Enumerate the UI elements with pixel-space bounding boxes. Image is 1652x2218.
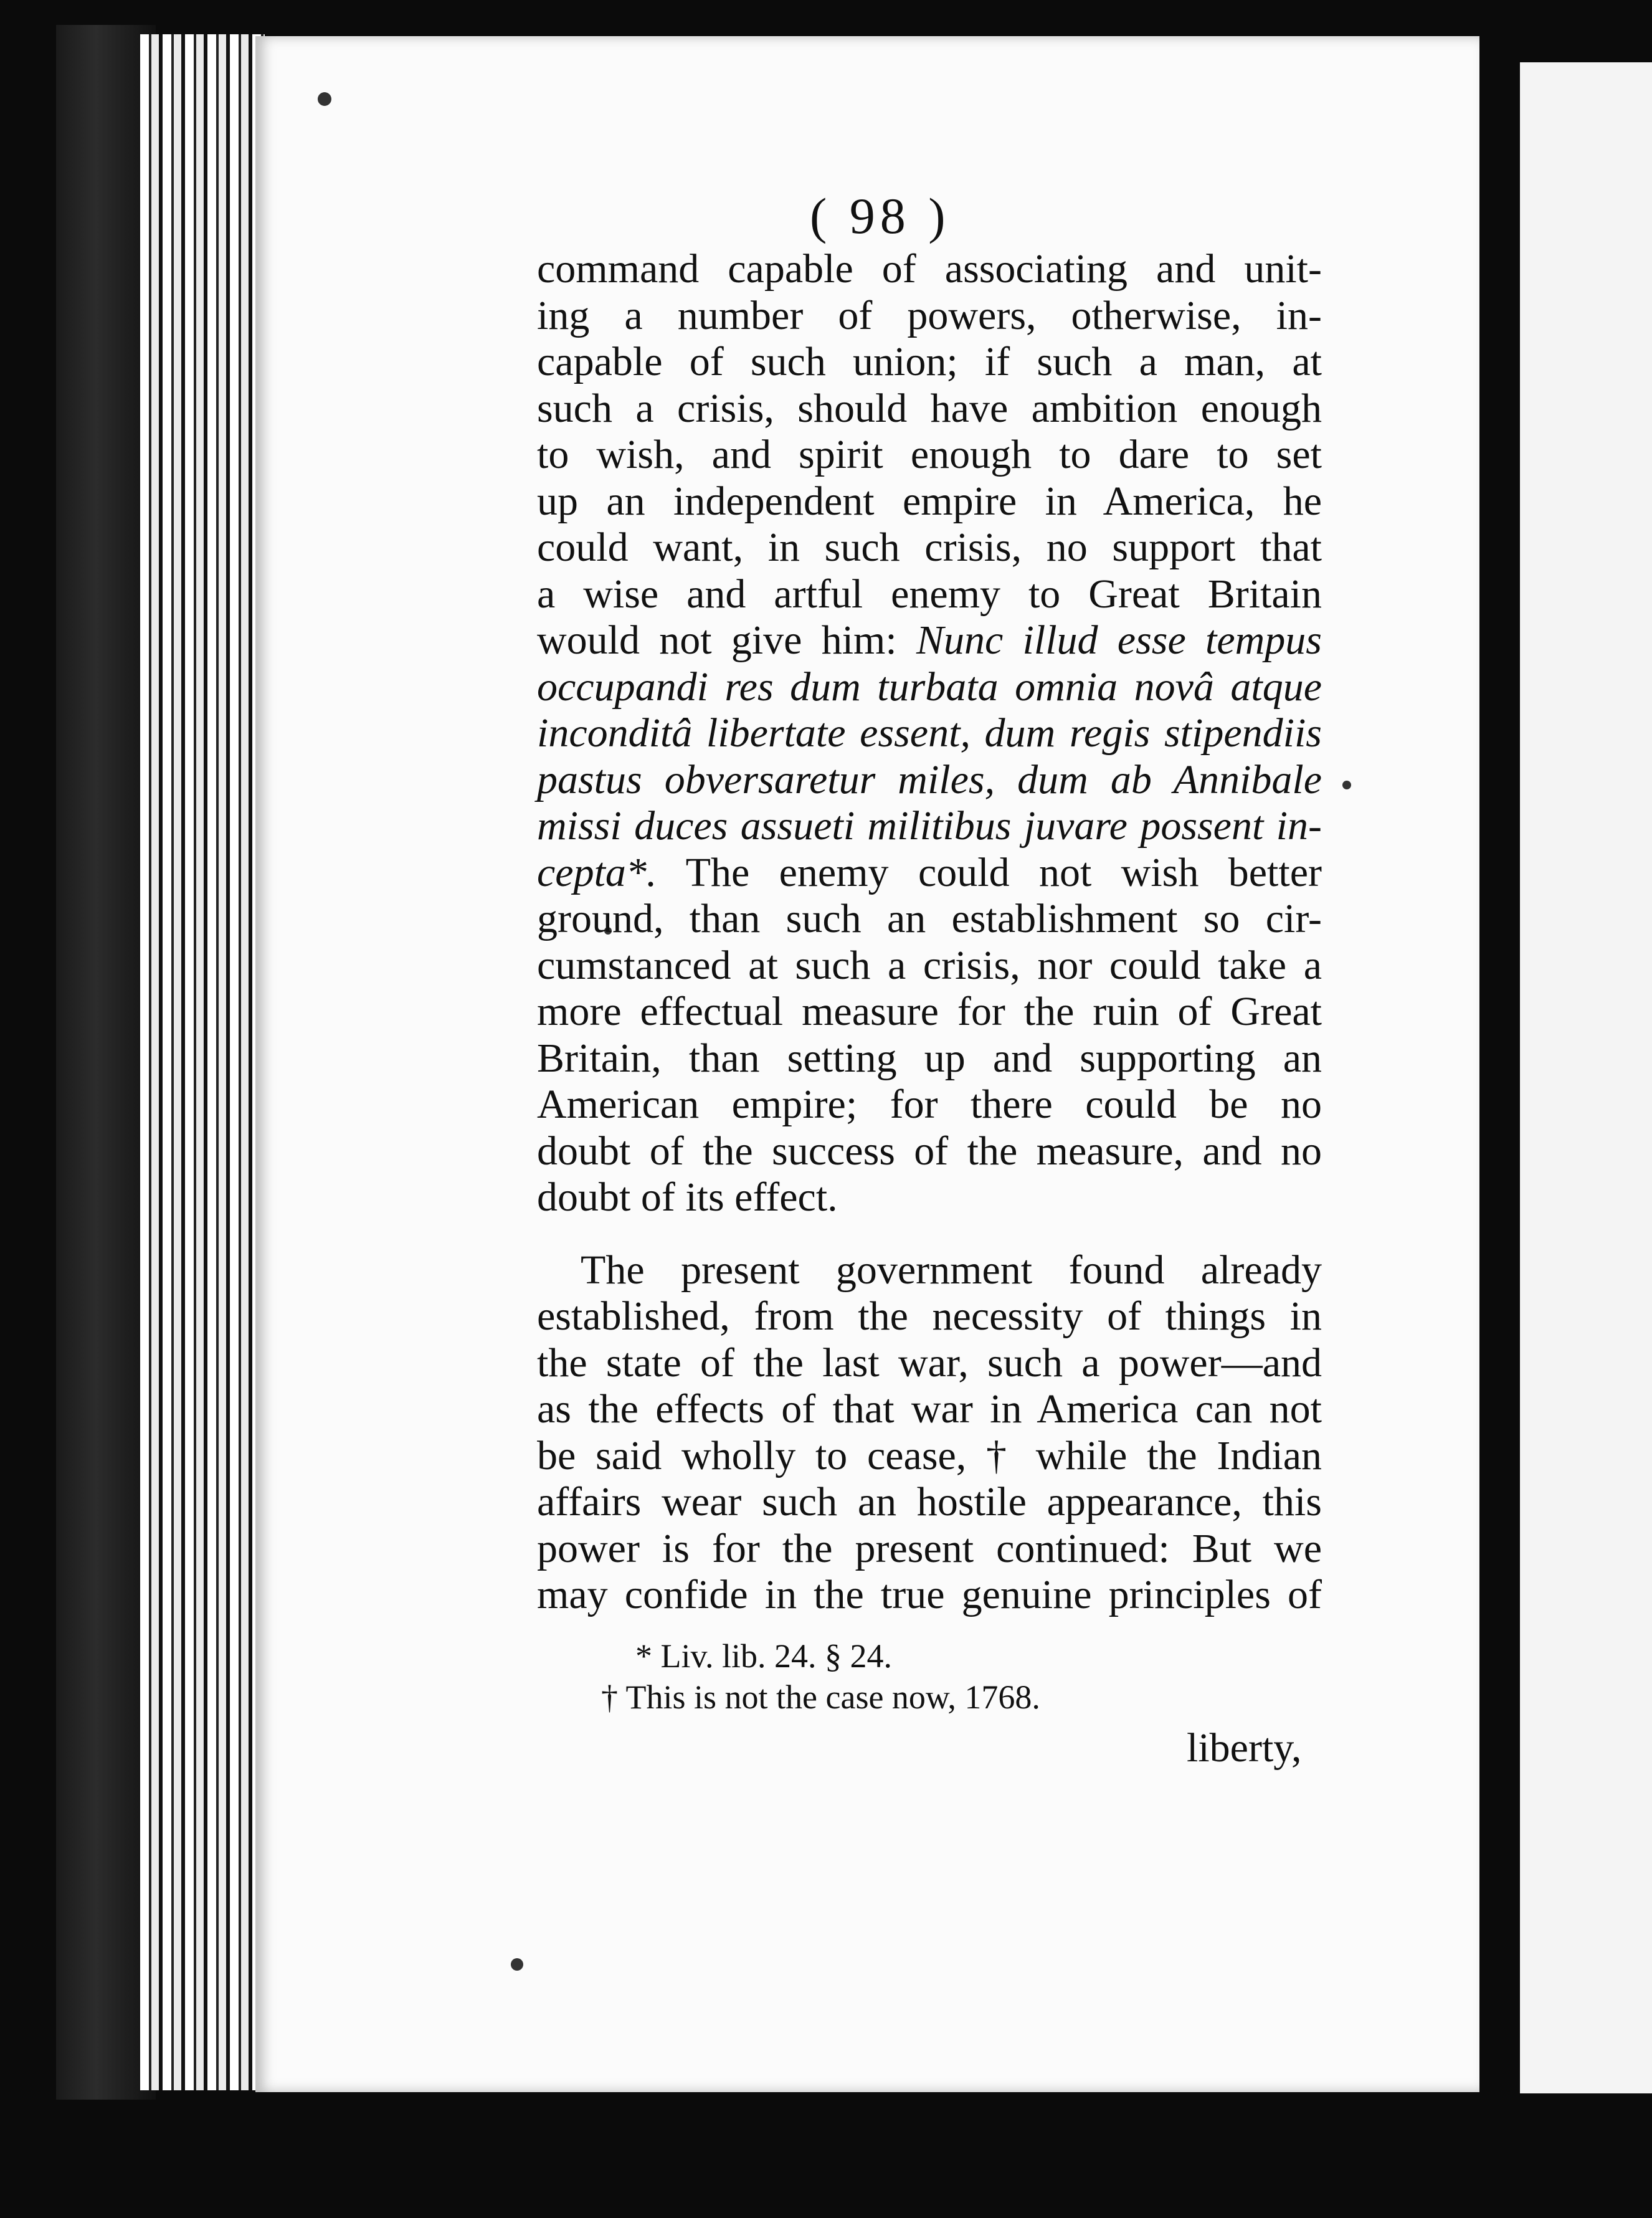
text-line: ing a number of powers, otherwise, in-	[537, 292, 1322, 338]
latin-quote: cepta*.	[537, 849, 657, 895]
text-line: ground, than such an establishment so cir-	[537, 896, 1322, 941]
scan-speck	[1342, 781, 1351, 789]
text-run: The enemy could not wish better	[685, 849, 1322, 895]
text-line: a wise and artful enemy to Great Britain	[537, 571, 1322, 617]
scan-speck	[318, 92, 331, 106]
page-number: ( 98 )	[810, 188, 951, 244]
text-line: The present government found already	[581, 1247, 1322, 1293]
text-line: up an independent empire in America, he	[537, 478, 1322, 524]
text-line-mixed	[537, 617, 1322, 664]
text-line: American empire; for there could be no	[537, 1082, 1322, 1127]
footnote: * Liv. lib. 24. § 24.	[635, 1637, 892, 1675]
text-line: be said wholly to cease, † while the Indian	[537, 1432, 1322, 1478]
footnote: † This is not the case now, 1768.	[601, 1678, 1040, 1716]
text-line: the state of the last war, such a power—and	[537, 1340, 1322, 1386]
body-text	[537, 246, 1322, 1619]
facing-page-edge	[1520, 62, 1652, 2093]
text-line: doubt of its effect.	[537, 1174, 838, 1220]
text-line: power is for the present continued: But we	[537, 1525, 1322, 1571]
latin-quote: occupandi res dum turbata omnia novâ atque	[537, 664, 1322, 710]
page-edges	[140, 34, 265, 2090]
latin-line	[537, 757, 1322, 804]
footnotes	[601, 1635, 1162, 1718]
paragraph-2	[537, 1247, 1322, 1619]
text-line: doubt of the success of the measure, and no	[537, 1128, 1322, 1174]
text-line: cumstanced at such a crisis, nor could take a	[537, 942, 1322, 988]
latin-quote: pastus obversaretur miles, dum ab Annibale	[537, 756, 1322, 802]
text-line-mixed	[537, 850, 1322, 897]
text-line: capable of such union; if such a man, at	[537, 339, 1322, 384]
latin-quote: inconditâ libertate essent, dum regis stipendiis	[537, 710, 1322, 756]
latin-line	[537, 803, 1322, 850]
text-line: command capable of associating and unit-	[537, 246, 1322, 292]
text-run: would not give him:	[537, 617, 897, 663]
latin-quote: missi duces assueti militibus juvare possent in-	[537, 803, 1322, 849]
latin-line	[537, 664, 1322, 711]
text-line: to wish, and spirit enough to dare to set	[537, 432, 1322, 477]
text-line: such a crisis, should have ambition enough	[537, 385, 1322, 431]
text-line: as the effects of that war in America can not	[537, 1386, 1322, 1432]
text-line: more effectual measure for the ruin of Great	[537, 989, 1322, 1034]
latin-line	[537, 710, 1322, 757]
text-line: affairs wear such an hostile appearance, this	[537, 1479, 1322, 1525]
text-line: may confide in the true genuine principles of	[537, 1572, 1322, 1617]
latin-quote: Nunc illud esse tempus	[916, 617, 1322, 663]
text-line: Britain, than setting up and supporting an	[537, 1035, 1322, 1081]
scan-speck	[511, 1958, 523, 1971]
text-line: could want, in such crisis, no support that	[537, 525, 1322, 570]
catchword: liberty,	[1187, 1725, 1302, 1771]
text-line: established, from the necessity of things in	[537, 1293, 1322, 1339]
